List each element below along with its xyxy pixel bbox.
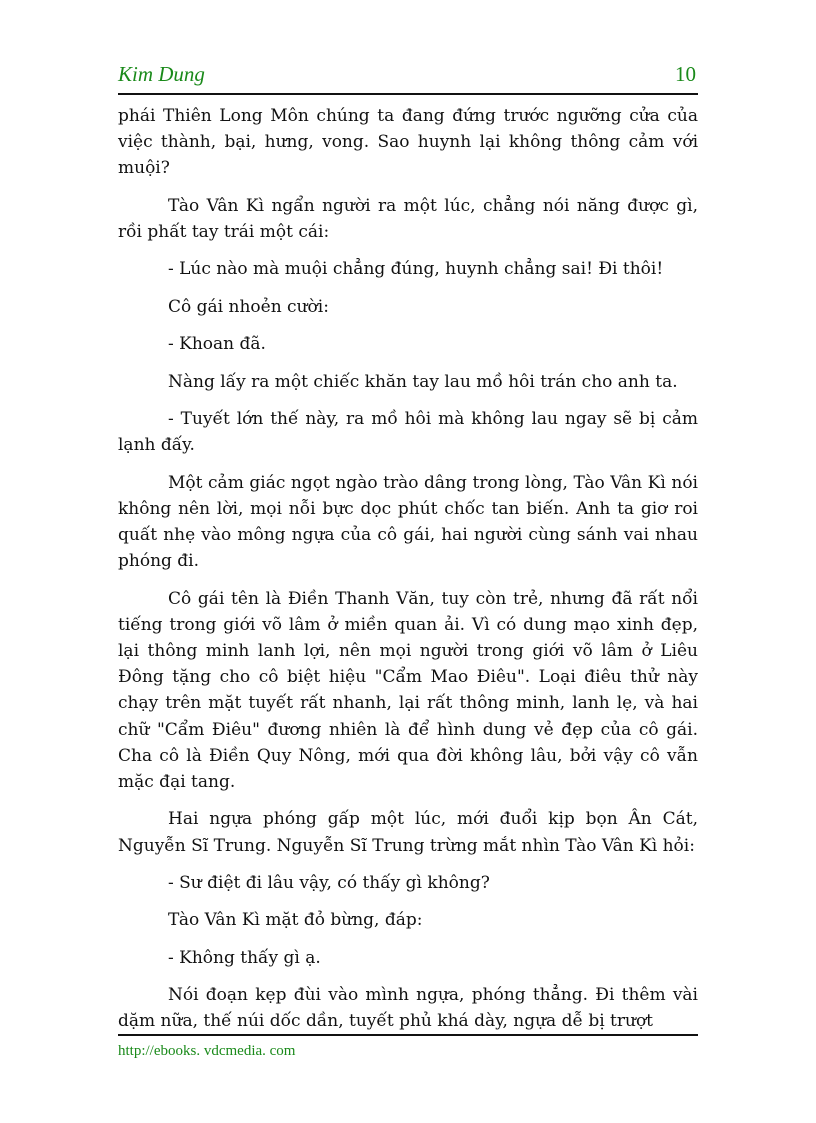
paragraph: - Khoan đã. xyxy=(168,334,266,355)
paragraph: Một cảm giác ngọt ngào trào dâng trong lòng, Tào Vân Kì nói không nên lời, mọi nỗi bực dọc phút chốc tan biến. Anh ta giơ roi quất nhẹ vào mông ngựa của cô gái, hai người cùng sánh vai nhau phóng đi. xyxy=(118,472,698,572)
paragraph: Cô gái tên là Điền Thanh Văn, tuy còn trẻ, nhưng đã rất nổi tiếng trong giới võ lâm ở miền quan ải. Vì có dung mạo xinh đẹp, lại thông minh lanh lợi, nên mọi người trong giới võ lâm ở Liêu Đông tặng cho cô biệt hiệu "Cẩm Mao Điêu". Loại điêu thử này chạy trên mặt tuyết rất nhanh, lại rất thông minh, lanh lẹ, và hai chữ "Cẩm Điêu" đương nhiên là để hình dung vẻ đẹp của cô gái. Cha cô là Điền Quy Nông, mới qua đời không lâu, bởi vậy cô vẫn mặc đại tang. xyxy=(118,588,698,792)
paragraph: Nói đoạn kẹp đùi vào mình ngựa, phóng thẳng. Đi thêm vài dặm nữa, thế núi dốc dần, tuyết phủ khá dày, ngựa dễ bị trượt xyxy=(118,985,698,1032)
paragraph: - Sư điệt đi lâu vậy, có thấy gì không? xyxy=(168,872,490,893)
paragraph: Tào Vân Kì mặt đỏ bừng, đáp: xyxy=(168,910,423,931)
paragraph: Tào Vân Kì ngẩn người ra một lúc, chẳng nói năng được gì, rồi phất tay trái một cái: xyxy=(118,195,698,242)
body-text xyxy=(118,103,698,1046)
book-author-title: Kim Dung xyxy=(118,62,205,86)
paragraph: - Lúc nào mà muội chẳng đúng, huynh chẳng sai! Đi thôi! xyxy=(168,259,664,280)
paragraph: phái Thiên Long Môn chúng ta đang đứng trước ngưỡng cửa của việc thành, bại, hưng, vong. Sao huynh lại không thông cảm với muội? xyxy=(118,106,698,179)
paragraph: - Không thấy gì ạ. xyxy=(168,947,321,968)
paragraph: - Tuyết lớn thế này, ra mồ hôi mà không lau ngay sẽ bị cảm lạnh đấy. xyxy=(118,408,698,456)
footer-divider xyxy=(118,1034,698,1036)
page-header xyxy=(118,60,698,90)
paragraph: Hai ngựa phóng gấp một lúc, mới đuổi kịp bọn Ân Cát, Nguyễn Sĩ Trung. Nguyễn Sĩ Trung trừng mắt nhìn Tào Vân Kì hỏi: xyxy=(118,809,698,856)
paragraph: Nàng lấy ra một chiếc khăn tay lau mồ hôi trán cho anh ta. xyxy=(168,371,678,392)
paragraph: Cô gái nhoẻn cười: xyxy=(168,296,329,317)
header-divider xyxy=(118,93,698,95)
footer-url-link[interactable]: http://ebooks. vdcmedia. com xyxy=(118,1043,296,1059)
page-number: 10 xyxy=(675,62,696,86)
